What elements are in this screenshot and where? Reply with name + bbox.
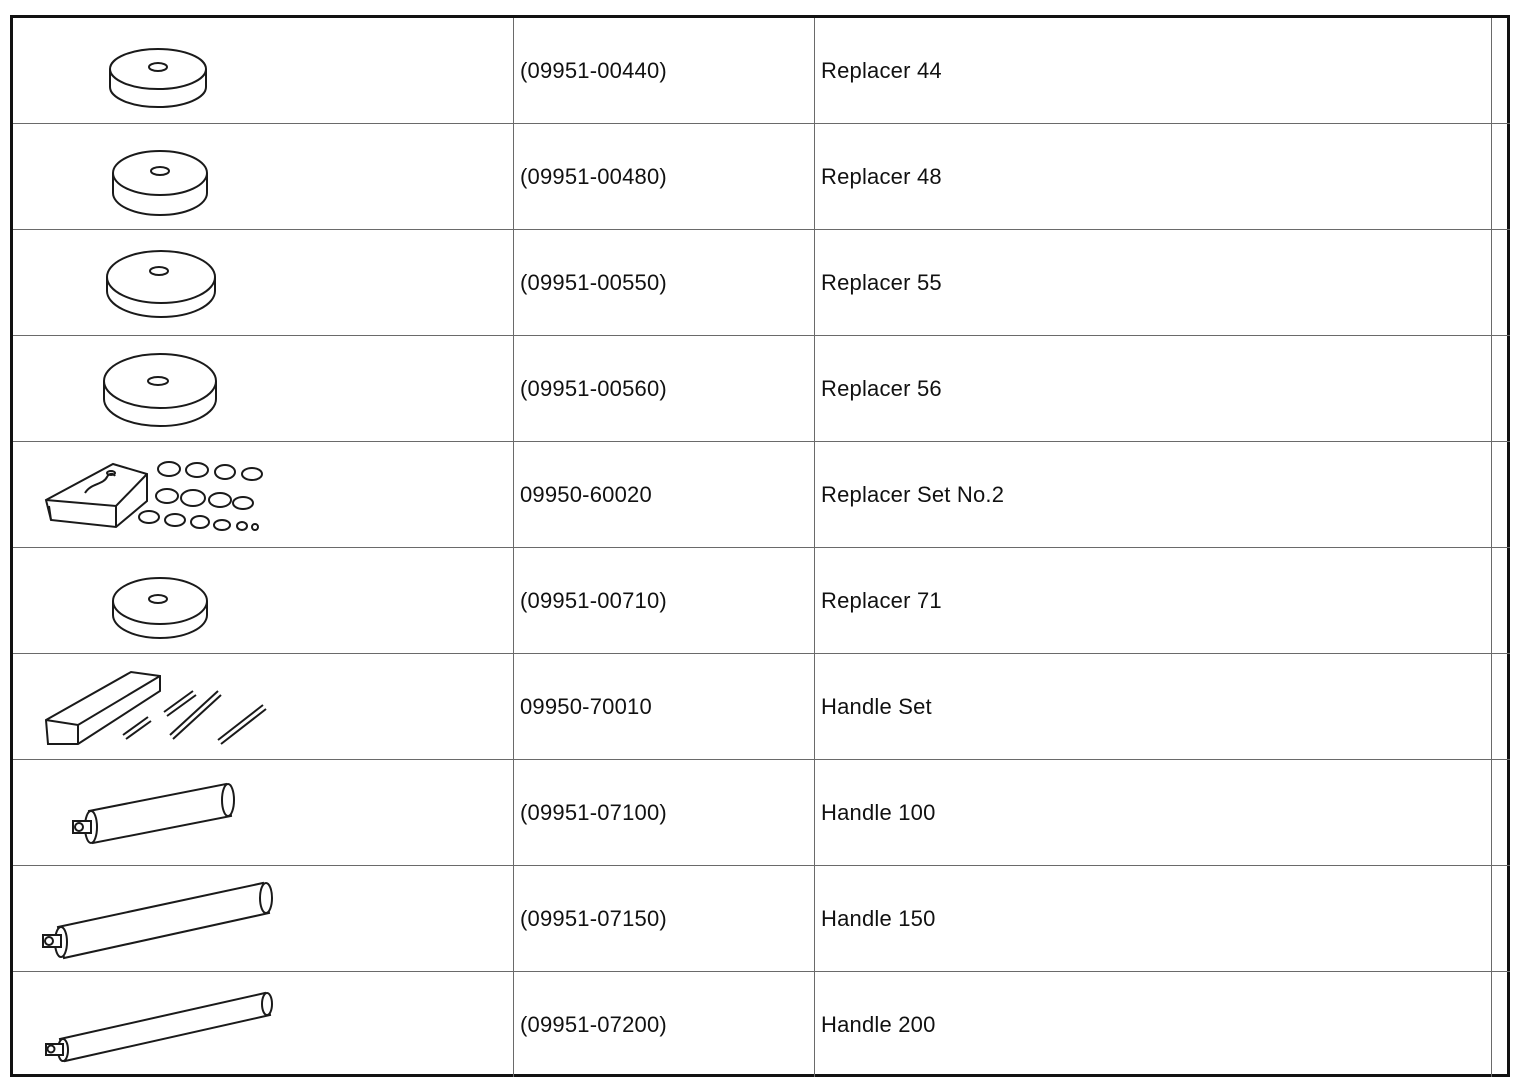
part-number-cell: [514, 972, 815, 1078]
tool-name: Replacer 44: [821, 57, 942, 83]
part-number-cell: [514, 230, 815, 336]
illustration-cell: [13, 336, 514, 442]
blank-cell: [1492, 230, 1511, 336]
tool-name-cell: [815, 972, 1492, 1078]
tool-name: Handle Set: [821, 693, 932, 719]
tool-name: Handle 100: [821, 799, 936, 825]
replacer-disc-icon: [13, 125, 513, 229]
illustration-cell: [13, 866, 514, 972]
illustration-cell: [13, 124, 514, 230]
part-number-cell: [514, 124, 815, 230]
blank-cell: [1492, 972, 1511, 1078]
handle-set-case-icon: [13, 655, 513, 759]
blank-cell: [1492, 442, 1511, 548]
table-row: [13, 760, 1510, 866]
blank-cell: [1492, 336, 1511, 442]
part-number: (09951-00560): [520, 375, 667, 401]
part-number: 09950-70010: [520, 693, 652, 719]
tool-name: Handle 200: [821, 1011, 936, 1037]
blank-cell: [1492, 760, 1511, 866]
part-number-cell: [514, 18, 815, 124]
table-row: [13, 230, 1510, 336]
part-number-cell: [514, 760, 815, 866]
illustration-cell: [13, 230, 514, 336]
replacer-disc-icon: [13, 231, 513, 335]
replacer-disc-icon: [13, 19, 513, 123]
tool-name: Replacer 55: [821, 269, 942, 295]
part-number: (09951-00440): [520, 57, 667, 83]
table-row: [13, 972, 1510, 1078]
special-tools-table: [13, 18, 1510, 1077]
part-number-cell: [514, 442, 815, 548]
tool-name-cell: [815, 548, 1492, 654]
special-tools-frame: [10, 15, 1510, 1077]
illustration-cell: [13, 760, 514, 866]
table-row: [13, 866, 1510, 972]
tool-name-cell: [815, 336, 1492, 442]
part-number-cell: [514, 548, 815, 654]
part-number: (09951-00710): [520, 587, 667, 613]
illustration-cell: [13, 442, 514, 548]
blank-cell: [1492, 654, 1511, 760]
replacer-set-case-icon: [13, 443, 513, 547]
handle-bar-icon: [13, 973, 513, 1077]
part-number-cell: [514, 866, 815, 972]
part-number-cell: [514, 336, 815, 442]
tool-name-cell: [815, 760, 1492, 866]
tool-name-cell: [815, 230, 1492, 336]
part-number: (09951-00480): [520, 163, 667, 189]
handle-bar-icon: [13, 867, 513, 971]
blank-cell: [1492, 866, 1511, 972]
blank-cell: [1492, 18, 1511, 124]
tool-name: Replacer 56: [821, 375, 942, 401]
blank-cell: [1492, 124, 1511, 230]
tool-name-cell: [815, 866, 1492, 972]
part-number-cell: [514, 654, 815, 760]
tool-name-cell: [815, 654, 1492, 760]
handle-bar-icon: [13, 761, 513, 865]
replacer-disc-icon: [13, 337, 513, 441]
table-row: [13, 654, 1510, 760]
table-row: [13, 124, 1510, 230]
table-row: [13, 18, 1510, 124]
replacer-disc-icon: [13, 549, 513, 653]
illustration-cell: [13, 972, 514, 1078]
table-row: [13, 548, 1510, 654]
tool-name-cell: [815, 124, 1492, 230]
part-number: (09951-07100): [520, 799, 667, 825]
illustration-cell: [13, 548, 514, 654]
part-number: (09951-07150): [520, 905, 667, 931]
tool-name: Replacer 71: [821, 587, 942, 613]
tool-name: Replacer Set No.2: [821, 481, 1005, 507]
tool-name: Handle 150: [821, 905, 936, 931]
table-row: [13, 336, 1510, 442]
tool-name-cell: [815, 442, 1492, 548]
part-number: 09950-60020: [520, 481, 652, 507]
blank-cell: [1492, 548, 1511, 654]
tool-name: Replacer 48: [821, 163, 942, 189]
illustration-cell: [13, 18, 514, 124]
tool-name-cell: [815, 18, 1492, 124]
illustration-cell: [13, 654, 514, 760]
part-number: (09951-07200): [520, 1011, 667, 1037]
table-row: [13, 442, 1510, 548]
part-number: (09951-00550): [520, 269, 667, 295]
